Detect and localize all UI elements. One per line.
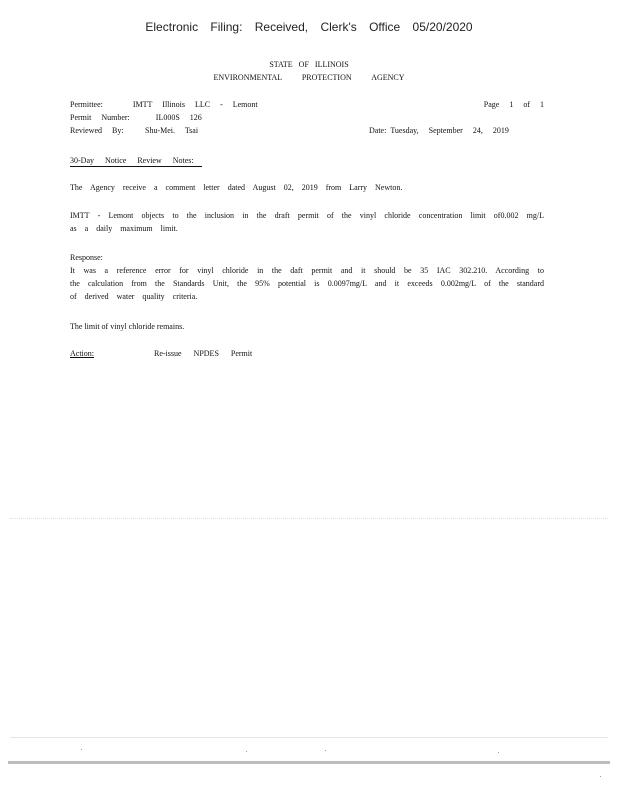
notes-title-block — [70, 154, 544, 167]
scan-speck — [600, 776, 601, 777]
page-number: Page 1 of 1 — [483, 100, 544, 109]
scan-artifact-line — [10, 518, 608, 519]
agency-header — [0, 58, 618, 84]
response-label: Response: — [70, 253, 103, 262]
action-label: Action: — [70, 349, 94, 358]
response-text: It was a reference error for vinyl chloride in the daft permit and it should be 35 IAC 302.210. According to the calculation from the Standards Unit, the 95% potential is 0.0097mg/L and it exceeds 0.002mg/L of the standard of derived water quality criteria. — [70, 266, 544, 301]
reviewer-name: Shu-Mei. Tsai — [145, 126, 199, 135]
date-value: Tuesday, September 24, 2019 — [390, 126, 509, 135]
objection-paragraph: IMTT - Lemont objects to the inclusion in the draft permit of the vinyl chloride concentration limit of0.002 mg/L as a daily maximum limit. — [70, 211, 544, 233]
response-block — [70, 251, 544, 303]
comment-paragraph: The Agency receive a comment letter dated August 02, 2019 from Larry Newton. — [70, 183, 403, 192]
permit-number-row — [70, 111, 544, 124]
scan-bottom-edge — [8, 761, 610, 764]
agency-heading: ENVIRONMENTAL PROTECTION AGENCY — [213, 73, 405, 82]
permittee-value: IMTT Illinois LLC - Lemont — [132, 100, 258, 109]
permit-number-label: Permit Number: — [70, 113, 130, 122]
action-value: Re-issue NPDES Permit — [154, 349, 253, 358]
permit-meta — [70, 98, 544, 137]
permittee-label: Permittee: — [70, 100, 103, 109]
permittee-row — [70, 98, 544, 111]
filing-stamp: Electronic Filing: Received, Clerk's Office 05/20/2020 — [145, 20, 473, 34]
action-row — [70, 347, 544, 360]
scan-speck — [325, 750, 326, 751]
scan-artifact-line — [10, 737, 608, 738]
reviewed-row — [70, 124, 544, 137]
scan-speck — [246, 751, 247, 752]
scan-speck — [498, 752, 499, 753]
date-label: Date: — [369, 126, 387, 135]
state-heading: STATE OF ILLINOIS — [269, 60, 349, 69]
conclusion-paragraph: The limit of vinyl chloride remains. — [70, 322, 185, 331]
notes-title: 30-Day Notice Review Notes: — [70, 155, 202, 167]
scan-speck — [81, 749, 82, 750]
permit-number-value: IL000S 126 — [155, 113, 202, 122]
reviewed-label: Reviewed By: — [70, 126, 124, 135]
